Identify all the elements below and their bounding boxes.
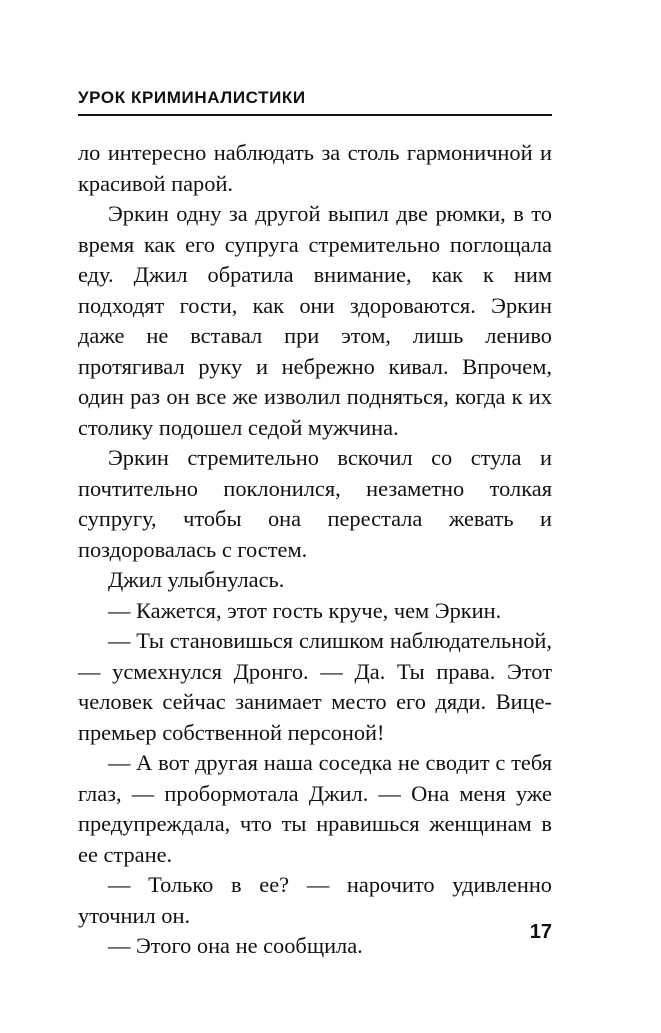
page-number: 17 xyxy=(529,921,552,943)
dialogue-line: — А вот другая наша соседка не сводит с тебя глаз, — пробормотала Джил. — Она меня уже предупреждала, что ты нравишься женщинам в ее стране. xyxy=(78,750,552,867)
dialogue-line: — Только в ее? — нарочито удивленно уточнил он. xyxy=(78,872,552,928)
paragraph: Эркин стремительно вскочил со стула и почтительно поклонился, незаметно толкая супругу, чтобы она перестала жевать и поздоровалась с гостем. xyxy=(78,445,552,562)
paragraph: Эркин одну за другой выпил две рюмки, в то время как его супруга стремительно поглощала еду. Джил обратила внимание, как к ним подходят гости, как они здороваются. Эркин даже не вставал при этом, лишь лениво протягивал руку и небрежно кивал. Впрочем, один раз он все же изволил подняться, когда к их столику подошел седой мужчина. xyxy=(78,201,552,440)
paragraph: ло интересно наблюдать за столь гармоничной и красивой парой. xyxy=(78,140,552,196)
dialogue-line: — Кажется, этот гость круче, чем Эркин. xyxy=(108,597,502,623)
header-rule xyxy=(78,114,552,116)
paragraph: Джил улыбнулась. xyxy=(108,567,285,592)
dialogue-line: — Этого она не сообщила. xyxy=(108,933,363,958)
running-head: УРОК КРИМИНАЛИСТИКИ xyxy=(78,88,306,107)
body-text xyxy=(78,138,552,962)
dialogue-line: — Ты становишься слишком наблюдательной, — усмехнулся Дронго. — Да. Ты права. Этот человек сейчас занимает место его дяди. Вице-премьер собственной персоной! xyxy=(78,628,552,745)
